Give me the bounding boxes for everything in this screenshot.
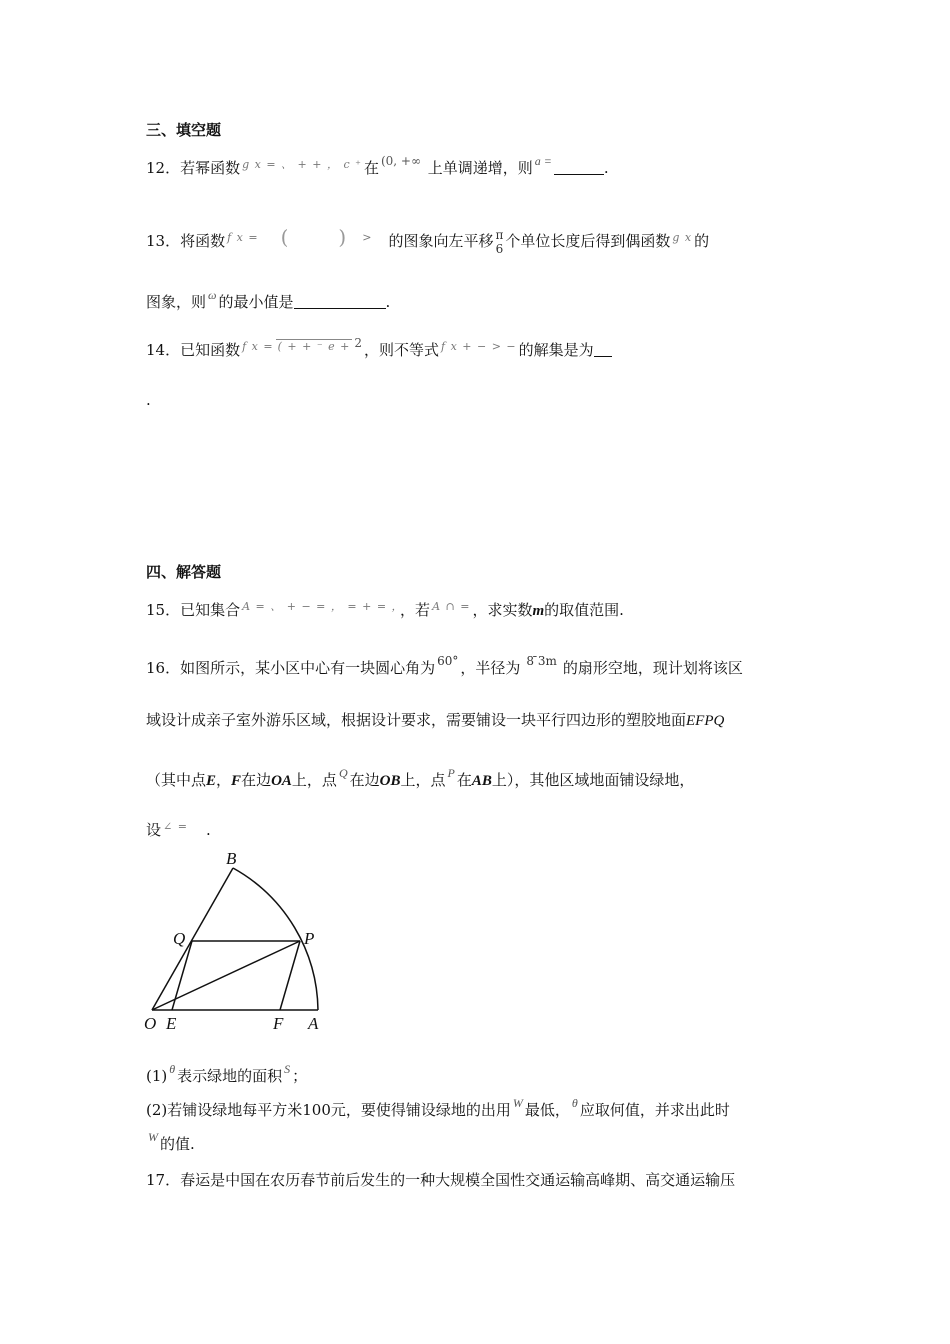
- q16-line4-b: .: [205, 821, 211, 839]
- sector-figure: [140, 848, 340, 1038]
- q16-point-e: E: [206, 773, 217, 789]
- q16-number: 16．: [146, 659, 181, 677]
- q12-prefix: 若幂函数: [180, 159, 241, 177]
- q13-line2-prefix: 图象，则: [146, 293, 207, 311]
- question-13: [146, 225, 710, 256]
- q13-fraction: [495, 228, 503, 256]
- q16-part2-b: 最低，: [524, 1101, 570, 1119]
- q16-part2-w-2: W: [148, 1130, 158, 1144]
- q16-line3-g: 上），其他区域地面铺设绿地，: [491, 771, 695, 789]
- q13-prefix: 将函数: [180, 232, 226, 250]
- q13-paren-open: (: [280, 225, 289, 249]
- q16-line3-f: 在: [456, 771, 472, 789]
- q12-formula: g x = 、 + + ， c ⁺: [242, 158, 362, 171]
- q16-line3-b: 在边: [241, 771, 272, 789]
- label-e: E: [166, 1014, 177, 1033]
- q15-mid2: ，求实数: [472, 601, 533, 619]
- q15-suffix: 的取值范围.: [544, 601, 624, 619]
- q16-part1-s: S: [284, 1062, 291, 1076]
- q16-radius: 8 ̄3m: [526, 654, 557, 668]
- question-16-part-2-line-2: [146, 1130, 195, 1155]
- q13-formula: f x =: [227, 231, 259, 244]
- q16-line2-a: 域设计成亲子室外游乐区域，根据设计要求，需要铺设一块平行四边形的塑胶地面: [146, 711, 687, 729]
- q14-number: 14．: [146, 341, 181, 359]
- q16-line3-d: 在边: [349, 771, 380, 789]
- q15-mid: ，若: [400, 601, 431, 619]
- label-p: P: [304, 929, 315, 948]
- question-15: [146, 600, 624, 622]
- q16-angle: 60°: [437, 654, 459, 668]
- q16-arc-ab: AB: [471, 773, 492, 789]
- q13-paren-close: ): [338, 225, 347, 249]
- q16-part1-end: ；: [292, 1067, 308, 1085]
- q12-answer-blank[interactable]: [554, 160, 604, 175]
- edge-ob: [152, 868, 233, 1010]
- q16-line3-e: 上，点: [400, 771, 446, 789]
- q12-interval: (0, +∞: [380, 154, 421, 168]
- q15-set-formula: A = 、 + − = ， = + = ，: [242, 600, 399, 613]
- section-title-fill-in: 三、填空题: [146, 121, 222, 139]
- q16-part1-theta: θ: [169, 1062, 176, 1076]
- question-16-part-1: [146, 1062, 308, 1087]
- section-title-answer: 四、解答题: [146, 563, 222, 581]
- q16-line1-b: ，半径为: [460, 659, 521, 677]
- q16-point-f: F: [231, 773, 242, 789]
- question-14-line-2: [146, 390, 151, 410]
- q16-comma: ，: [216, 771, 232, 789]
- question-16-line-1: [146, 654, 743, 679]
- question-17: [146, 1170, 735, 1190]
- q15-prefix: 已知集合: [180, 601, 241, 619]
- q13-line2-suffix: 的最小值是: [218, 293, 294, 311]
- q13-mid2: 个单位长度后得到偶函数: [505, 232, 671, 250]
- q16-part2-a: 若铺设绿地每平方米100元，要使得铺设绿地的出用: [167, 1101, 511, 1119]
- q13-g-formula: g x: [672, 231, 693, 244]
- q16-line1-a: 如图所示，某小区中心有一块圆心角为: [180, 659, 436, 677]
- q14-answer-blank[interactable]: [594, 342, 612, 357]
- q13-frac-num: π: [495, 228, 504, 242]
- label-q: Q: [173, 929, 186, 948]
- question-12: [146, 154, 609, 180]
- q14-formula-rest: ( + + ⁻ e +: [277, 340, 351, 353]
- q16-part2-label: (2): [146, 1101, 168, 1119]
- q16-efpq: EFPQ: [686, 713, 725, 729]
- q16-edge-oa: OA: [271, 773, 292, 789]
- q13-number: 13．: [146, 232, 181, 250]
- q14-inequality: f x + − > −: [441, 340, 517, 353]
- q16-point-q: Q: [338, 766, 348, 780]
- label-o: O: [144, 1014, 157, 1033]
- segment-fp: [280, 941, 300, 1010]
- q16-part2-theta: θ: [571, 1096, 578, 1110]
- q17-number: 17．: [146, 1171, 181, 1189]
- q14-mid: ，则不等式: [364, 341, 440, 359]
- q12-end: .: [603, 159, 609, 177]
- q13-answer-blank[interactable]: [294, 294, 386, 309]
- q16-point-p: P: [447, 766, 455, 780]
- q15-number: 15．: [146, 601, 181, 619]
- q14-prefix: 已知函数: [180, 341, 241, 359]
- q16-part2-d: 的值.: [160, 1135, 195, 1153]
- q16-angle-formula: ∠ =: [163, 820, 188, 833]
- q13-end: .: [385, 293, 391, 311]
- q13-omega: ω: [208, 288, 217, 302]
- q16-line3-c: 上，点: [291, 771, 337, 789]
- segment-op: [152, 941, 300, 1010]
- q16-part2-w: W: [512, 1096, 523, 1110]
- label-f: F: [273, 1014, 284, 1033]
- q13-gt: >: [362, 231, 373, 244]
- question-16-line-3: [146, 766, 695, 791]
- q16-line3-a: （其中点: [146, 771, 207, 789]
- q14-formula: f x =: [242, 340, 274, 353]
- q13-mid: 的图象向左平移: [388, 232, 494, 250]
- q12-suffix: 上单调递增，则: [427, 159, 533, 177]
- q14-suffix: 的解集是为: [518, 341, 594, 359]
- q13-frac-den: 6: [495, 242, 504, 256]
- label-b: B: [226, 849, 237, 868]
- question-13-line-2: [146, 288, 391, 313]
- q17-text: 春运是中国在农历春节前后发生的一种大规模全国性交通运输高峰期、高交通运输压: [180, 1171, 736, 1189]
- q16-edge-ob: OB: [379, 773, 401, 789]
- q16-part1-text: 表示绿地的面积: [177, 1067, 283, 1085]
- question-16-line-2: [146, 710, 724, 731]
- question-16-line-4: [146, 820, 211, 842]
- q14-top-fragment: 2: [354, 336, 362, 350]
- q16-line4-a: 设: [146, 821, 162, 839]
- q15-cap-formula: A ∩ =: [432, 600, 471, 613]
- label-a: A: [308, 1014, 319, 1033]
- q16-line1-c: 的扇形空地，现计划将该区: [562, 659, 743, 677]
- q15-m: m: [532, 603, 545, 619]
- q16-part1-label: (1): [146, 1067, 168, 1085]
- q12-mid: 在: [363, 159, 379, 177]
- q12-number: 12．: [146, 159, 181, 177]
- question-14: [146, 336, 612, 362]
- q12-var: a =: [534, 154, 552, 168]
- q16-part2-c: 应取何值，并求出此时: [579, 1101, 730, 1119]
- q14-dot: .: [146, 391, 151, 409]
- q13-suffix: 的: [694, 232, 710, 250]
- question-16-part-2: [146, 1096, 730, 1121]
